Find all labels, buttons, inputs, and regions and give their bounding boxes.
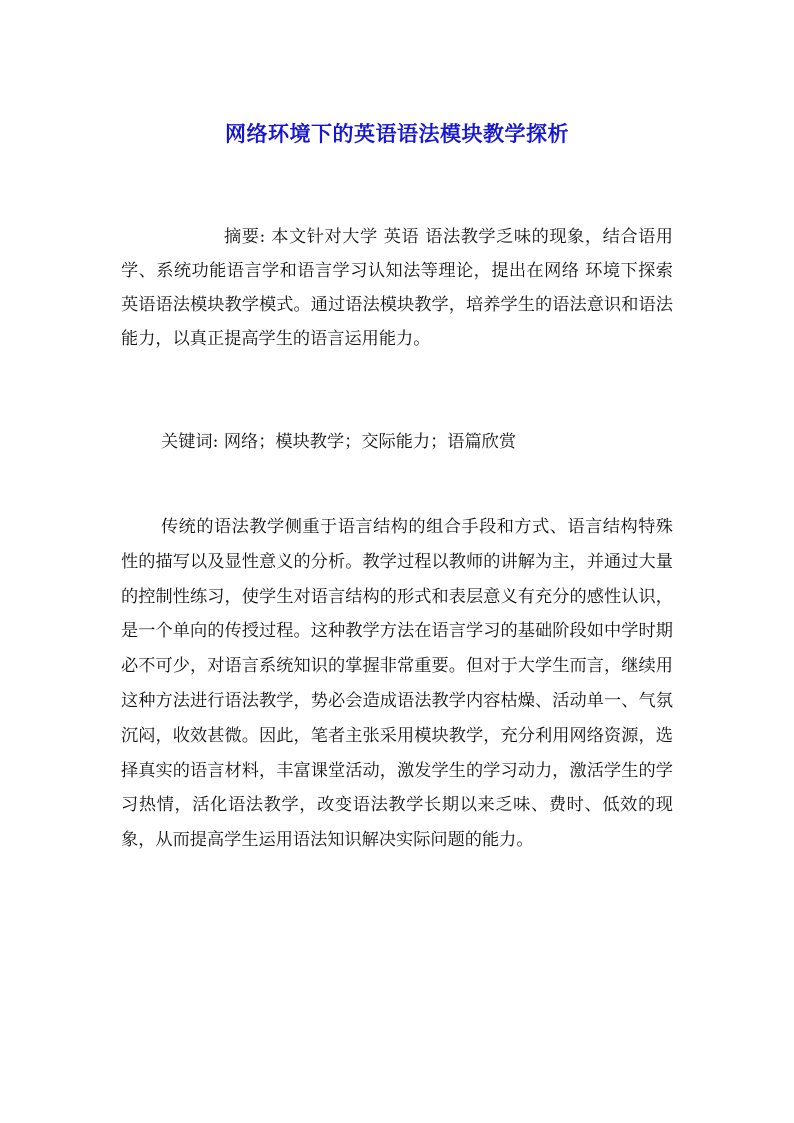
abstract-section — [121, 220, 673, 356]
abstract-paragraph: 摘要: 本文针对大学 英语 语法教学乏味的现象，结合语用学、系统功能语言学和语言学习认知法等理论，提出在网络 环境下探索英语语法模块教学模式。通过语法模块教学，培养学生的语法意识和语法能力，以真正提高学生的语言运用能力。 — [121, 227, 673, 349]
keywords-section — [121, 425, 673, 459]
document-title: 网络环境下的英语语法模块教学探析 — [225, 121, 569, 146]
body-paragraph: 传统的语法教学侧重于语言结构的组合手段和方式、语言结构特殊性的描写以及显性意义的分析。教学过程以教师的讲解为主，并通过大量的控制性练习，使学生对语言结构的形式和表层意义有充分的感性认识，是一个单向的传授过程。这种教学方法在语言学习的基础阶段如中学时期必不可少，对语言系统知识的掌握非常重要。但对于大学生而言，继续用这种方法进行语法教学，势必会造成语法教学内容枯燥、活动单一、气氛沉闷，收效甚微。因此，笔者主张采用模块教学，充分利用网络资源，选择真实的语言材料，丰富课堂活动，激发学生的学习动力，激活学生的学习热情，活化语法教学，改变语法教学长期以来乏味、费时、低效的现象，从而提高学生运用语法知识解决实际问题的能力。 — [121, 517, 673, 851]
keywords-paragraph: 关键词: 网络；模块教学；交际能力；语篇欣赏 — [161, 432, 517, 452]
body-section — [121, 510, 673, 858]
